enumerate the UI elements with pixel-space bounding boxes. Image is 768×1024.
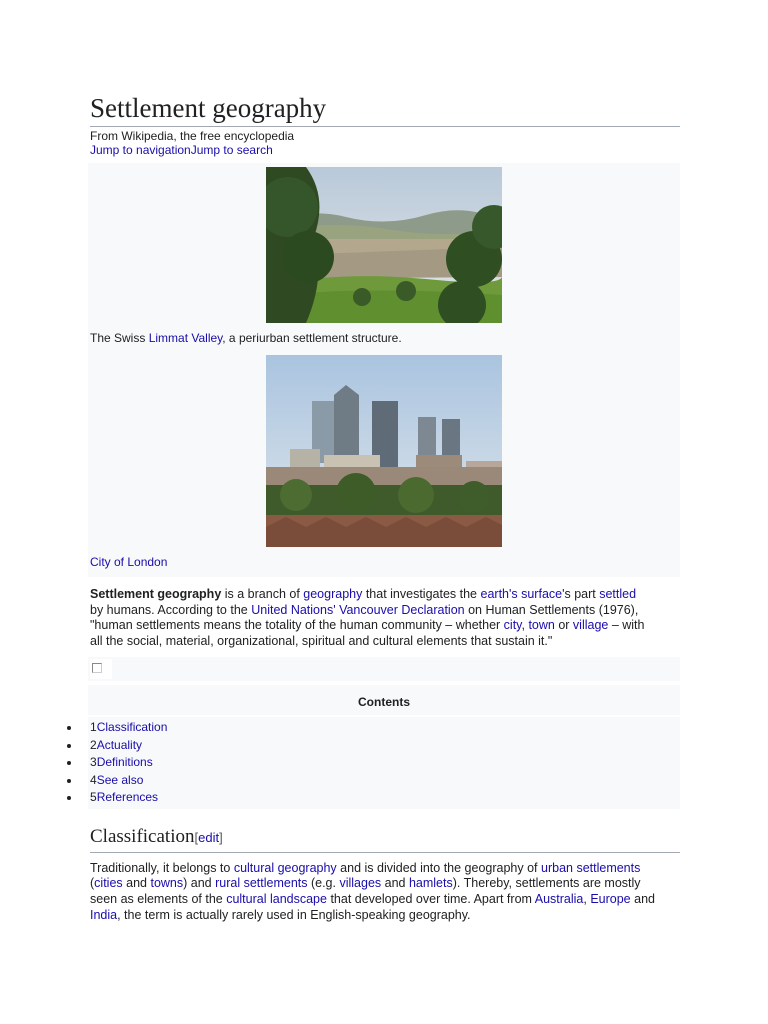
- india-link[interactable]: India: [90, 907, 118, 922]
- cities-link[interactable]: cities: [94, 876, 123, 891]
- jump-to-search-link[interactable]: Jump to search: [190, 143, 273, 157]
- limmat-valley-link[interactable]: Limmat Valley: [148, 331, 223, 345]
- jump-to-navigation-link[interactable]: Jump to navigation: [90, 143, 191, 157]
- toc-item[interactable]: 4See also: [90, 772, 680, 790]
- earths-surface-link[interactable]: earth's surface: [480, 587, 563, 601]
- settled-link[interactable]: settled: [599, 587, 637, 601]
- australia-link[interactable]: Australia: [534, 892, 584, 907]
- toc-link-definitions[interactable]: Definitions: [96, 755, 153, 770]
- figure-limmat-valley: [88, 163, 680, 577]
- edit-section-link[interactable]: [edit]: [194, 829, 223, 845]
- village-link[interactable]: village: [572, 618, 609, 633]
- toc-title: Contents: [88, 685, 680, 715]
- limmat-valley-image[interactable]: [266, 167, 502, 323]
- cultural-geography-link[interactable]: cultural geography: [233, 860, 337, 875]
- page-title: Settlement geography: [90, 92, 680, 127]
- figure-caption: [88, 547, 680, 577]
- geography-link[interactable]: geography: [303, 587, 363, 601]
- classification-paragraph: Traditionally, it belongs to cultural geography and is divided into the geography of urban settlements (cities and towns) and rural settlements (e.g. villages and hamlets). Thereby, settlements are mostly seen as elements of the cultural landscape that developed over time. Apart from Australia, Europe and India, the term is actually rarely used in English-speaking geography.: [90, 860, 655, 922]
- toc-item[interactable]: 5References: [90, 789, 680, 807]
- city-of-london-link[interactable]: City of London: [90, 555, 168, 569]
- town-link[interactable]: town: [528, 618, 555, 633]
- toc-link-references[interactable]: References: [96, 790, 159, 805]
- toc-item[interactable]: 3Definitions: [90, 754, 680, 772]
- toc-link-see-also[interactable]: See also: [96, 772, 144, 787]
- article: [90, 92, 680, 923]
- toc-link-classification[interactable]: Classification: [96, 720, 168, 735]
- europe-link[interactable]: Europe: [590, 892, 631, 907]
- city-link[interactable]: city: [503, 618, 522, 633]
- vancouver-declaration-link[interactable]: United Nations' Vancouver Declaration: [251, 602, 465, 617]
- checkbox-icon: [92, 663, 102, 673]
- towns-link[interactable]: towns: [150, 876, 184, 891]
- toc-toggle-area: [88, 657, 680, 681]
- toc-item[interactable]: 2Actuality: [90, 737, 680, 755]
- city-of-london-image[interactable]: [266, 355, 502, 547]
- villages-link[interactable]: villages: [339, 876, 382, 891]
- section-heading-classification: Classification[edit]: [90, 825, 680, 853]
- table-of-contents: [88, 657, 680, 809]
- rural-settlements-link[interactable]: rural settlements: [215, 876, 308, 891]
- urban-settlements-link[interactable]: urban settlements: [541, 860, 641, 875]
- cultural-landscape-link[interactable]: cultural landscape: [226, 892, 327, 907]
- tagline: From Wikipedia, the free encyclopedia: [90, 129, 295, 143]
- toc-link-actuality[interactable]: Actuality: [96, 737, 143, 752]
- hamlets-link[interactable]: hamlets: [408, 876, 453, 891]
- lead-paragraph: Settlement geography is a branch of geography that investigates the earth's surface's part settled by humans. According to the United Nations' Vancouver Declaration on Human Settlements (1976), "human settlements means the totality of the human community – whether city, town or village – with all the social, material, organizational, spiritual and cultural elements that sustain it.": [90, 587, 645, 648]
- toc-item[interactable]: 1Classification: [90, 719, 680, 737]
- toc-list: [88, 717, 680, 809]
- figure-caption: The Swiss Limmat Valley, a periurban settlement structure.: [90, 331, 402, 345]
- jump-links: [90, 143, 680, 157]
- toc-toggle-checkbox[interactable]: [90, 659, 112, 679]
